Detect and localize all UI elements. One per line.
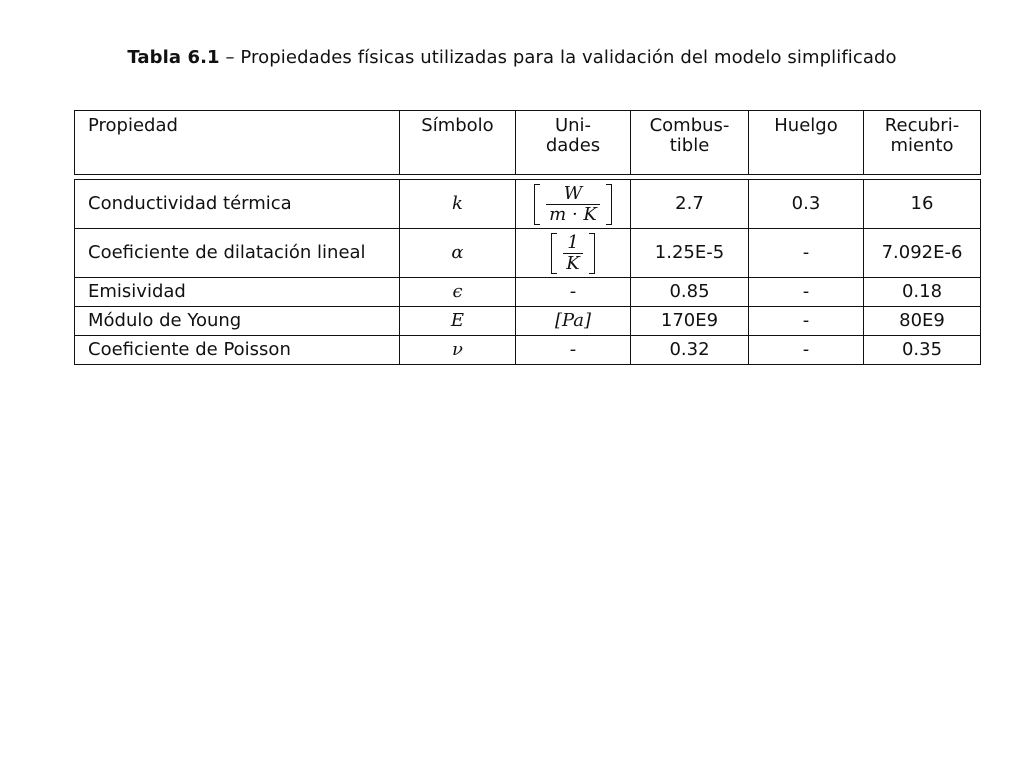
cell-unidades: -: [516, 278, 631, 307]
unit-fraction: [534, 184, 612, 225]
header-recubrimiento-line2: miento: [890, 135, 954, 156]
header-unidades-line2: dades: [545, 135, 601, 156]
cell-unidades: [516, 229, 631, 278]
cell-combustible: 0.32: [631, 336, 749, 365]
cell-simbolo: ϵ: [400, 278, 516, 307]
cell-simbolo: ν: [400, 336, 516, 365]
cell-propiedad: Coeficiente de Poisson: [75, 336, 400, 365]
cell-huelgo: 0.3: [749, 180, 864, 229]
unit-fraction: [551, 233, 594, 274]
header-row: [75, 111, 981, 175]
properties-table: [74, 110, 981, 365]
header-propiedad: Propiedad: [75, 111, 400, 175]
cell-unidades: [516, 180, 631, 229]
header-combustible-line2: tible: [669, 135, 710, 156]
fraction-denominator: m · K: [549, 203, 597, 225]
header-recubrimiento: [864, 111, 981, 175]
table-row: [75, 229, 981, 278]
cell-combustible: 1.25E-5: [631, 229, 749, 278]
cell-huelgo: -: [749, 307, 864, 336]
cell-recubrimiento: 0.35: [864, 336, 981, 365]
cell-propiedad: Emisividad: [75, 278, 400, 307]
header-huelgo: Huelgo: [749, 111, 864, 175]
header-combustible: [631, 111, 749, 175]
cell-combustible: 170E9: [631, 307, 749, 336]
fraction-numerator: W: [563, 182, 583, 204]
table-row: [75, 307, 981, 336]
cell-recubrimiento: 80E9: [864, 307, 981, 336]
table-row: [75, 180, 981, 229]
table-caption: [0, 47, 1024, 68]
cell-propiedad: Conductividad térmica: [75, 180, 400, 229]
cell-recubrimiento: 16: [864, 180, 981, 229]
cell-propiedad: Módulo de Young: [75, 307, 400, 336]
cell-simbolo: k: [400, 180, 516, 229]
cell-unidades: [Pa]: [516, 307, 631, 336]
cell-combustible: 0.85: [631, 278, 749, 307]
cell-simbolo: α: [400, 229, 516, 278]
table-caption-text: – Propiedades físicas utilizadas para la validación del modelo simplificado: [219, 47, 897, 68]
fraction-numerator: 1: [567, 231, 579, 253]
table-row: [75, 278, 981, 307]
cell-unidades: -: [516, 336, 631, 365]
cell-huelgo: -: [749, 336, 864, 365]
table-caption-label: Tabla 6.1: [127, 47, 220, 68]
cell-huelgo: -: [749, 278, 864, 307]
cell-recubrimiento: 0.18: [864, 278, 981, 307]
cell-huelgo: -: [749, 229, 864, 278]
header-unidades: [516, 111, 631, 175]
cell-propiedad: Coeficiente de dilatación lineal: [75, 229, 400, 278]
cell-combustible: 2.7: [631, 180, 749, 229]
header-simbolo: Símbolo: [400, 111, 516, 175]
right-bracket: [606, 184, 612, 225]
table-header: [75, 111, 981, 180]
fraction: [557, 233, 588, 274]
header-combustible-line1: Combus-: [649, 115, 730, 136]
table-row: [75, 336, 981, 365]
fraction: [540, 184, 606, 225]
table-body: [75, 180, 981, 365]
right-bracket: [589, 233, 595, 274]
cell-recubrimiento: 7.092E-6: [864, 229, 981, 278]
header-recubrimiento-line1: Recubri-: [884, 115, 960, 136]
fraction-denominator: K: [566, 252, 580, 274]
cell-simbolo: E: [400, 307, 516, 336]
header-unidades-line1: Uni-: [554, 115, 592, 136]
